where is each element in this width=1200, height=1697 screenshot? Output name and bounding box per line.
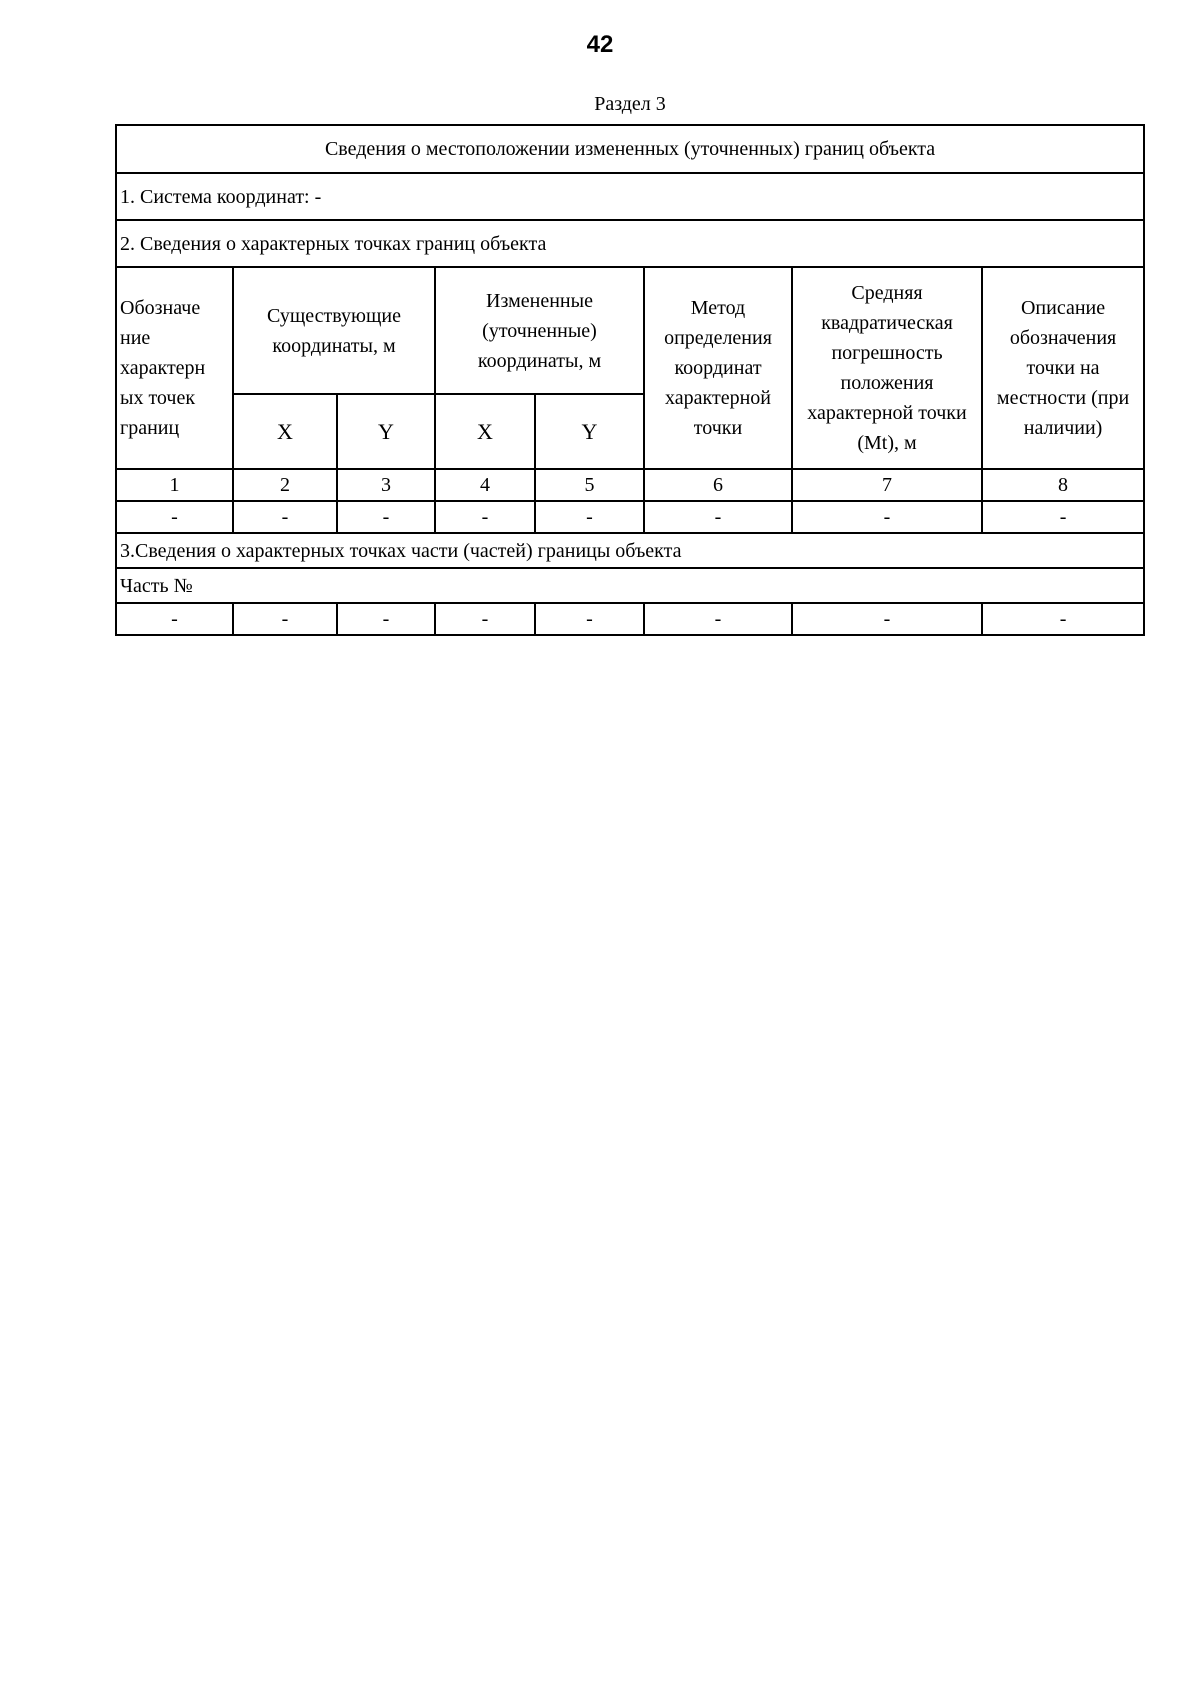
header-existing-coords: Существующие координаты, м xyxy=(233,267,435,394)
header-existing-y: Y xyxy=(337,394,435,469)
part-label: Часть № xyxy=(116,568,1144,603)
table-cell: - xyxy=(233,603,337,635)
points-heading: 2. Сведения о характерных точках границ объекта xyxy=(116,220,1144,267)
header-existing-x: X xyxy=(233,394,337,469)
table-cell: - xyxy=(982,501,1144,533)
column-number: 4 xyxy=(435,469,535,501)
table-cell: - xyxy=(535,501,644,533)
page-number: 42 xyxy=(586,31,614,58)
header-rms-error: Средняя квадратическая погрешность положения характерной точки (Mt), м xyxy=(792,267,982,469)
table-cell: - xyxy=(435,603,535,635)
table-cell: - xyxy=(792,501,982,533)
table-title: Сведения о местоположении измененных (уточненных) границ объекта xyxy=(116,125,1144,173)
table-cell: - xyxy=(792,603,982,635)
table-cell: - xyxy=(116,501,233,533)
table-cell: - xyxy=(116,603,233,635)
table-row xyxy=(116,603,1144,635)
header-description: Описание обозначения точки на местности (при наличии) xyxy=(982,267,1144,469)
table-cell: - xyxy=(535,603,644,635)
header-changed-coords: Измененные (уточненные) координаты, м xyxy=(435,267,644,394)
table-row xyxy=(116,501,1144,533)
table-cell: - xyxy=(644,603,792,635)
column-number: 1 xyxy=(116,469,233,501)
table-cell: - xyxy=(982,603,1144,635)
parts-heading: 3.Сведения о характерных точках части (частей) границы объекта xyxy=(116,533,1144,568)
column-number: 8 xyxy=(982,469,1144,501)
boundary-points-table xyxy=(115,124,1145,636)
header-changed-y: Y xyxy=(535,394,644,469)
coord-system-line: 1. Система координат: - xyxy=(116,173,1144,220)
column-number: 6 xyxy=(644,469,792,501)
header-designation: Обозначе ние характерн ых точек границ xyxy=(116,267,233,469)
column-numbers-row xyxy=(116,469,1144,501)
header-method: Метод определения координат характерной точки xyxy=(644,267,792,469)
table-cell: - xyxy=(337,501,435,533)
table-cell: - xyxy=(337,603,435,635)
table-cell: - xyxy=(644,501,792,533)
column-number: 7 xyxy=(792,469,982,501)
header-changed-x: X xyxy=(435,394,535,469)
column-number: 2 xyxy=(233,469,337,501)
section-label: Раздел 3 xyxy=(594,93,666,115)
column-number: 5 xyxy=(535,469,644,501)
column-number: 3 xyxy=(337,469,435,501)
table-cell: - xyxy=(435,501,535,533)
table-cell: - xyxy=(233,501,337,533)
